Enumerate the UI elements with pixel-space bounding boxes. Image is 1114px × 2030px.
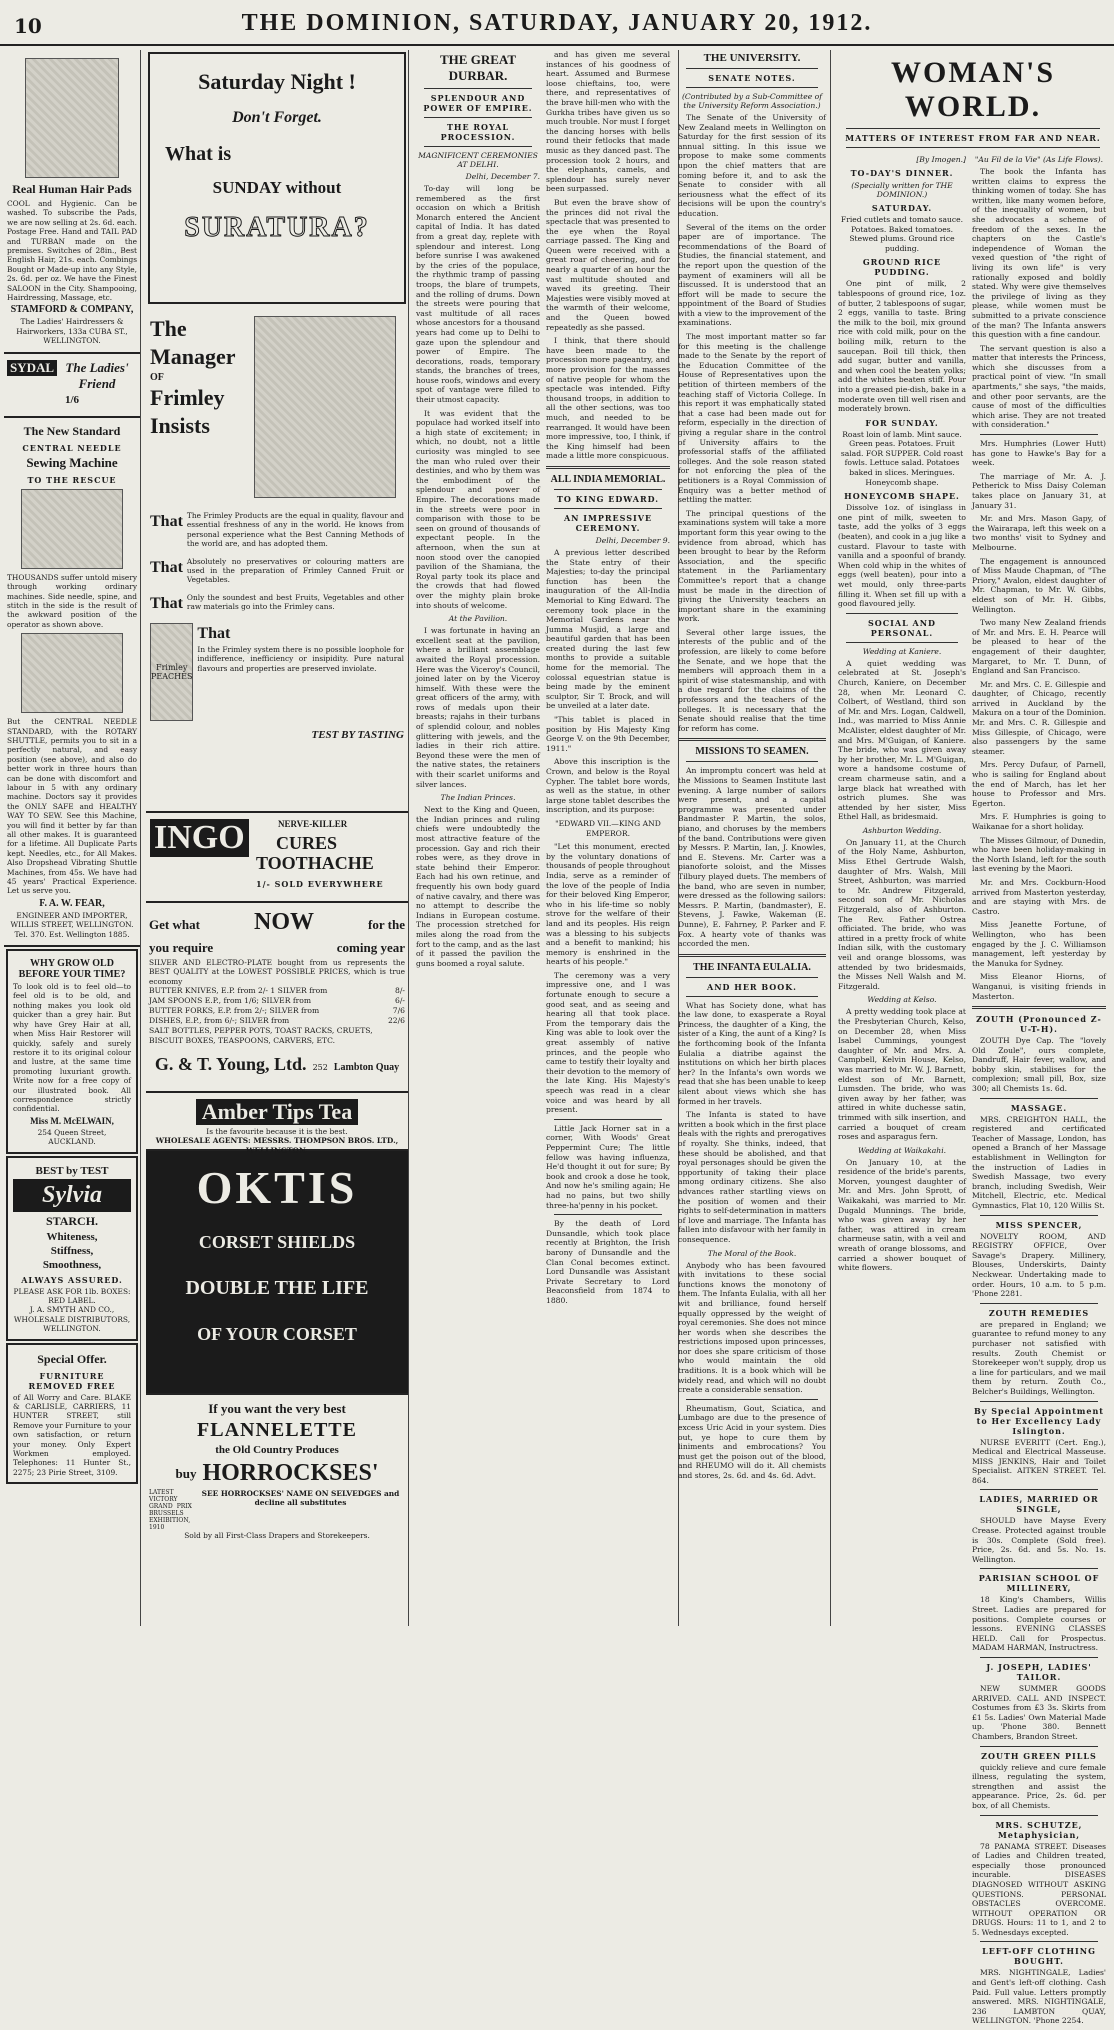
classified-ad-body: NEW SUMMER GOODS ARRIVED. CALL AND INSPECT. Costumes from £3 3s. Skirts from £1 5s. Ladies' Own Material Made up. 'Phone 380. Bennett Chambers, Brandon Street. — [972, 1684, 1106, 1741]
sewing-tag: TO THE RESCUE — [27, 474, 117, 485]
page-number: 10 — [14, 14, 42, 38]
frimley-head-3: OF — [150, 372, 164, 383]
eulalia-para: The Infanta is stated to have written a book which in the first place deals with the rights and prerogatives of royalty. She thinks, indeed, that these should be abolished, and that royal personages should be given the opportunity of taking their place among ordinary citizens. She also advances rather startling views on the position of women and their rights to self-determination in matters of love and marriage. The Infanta has fallen into disfavour with her family in consequence. — [678, 1110, 826, 1244]
memorial-para: Above this inscription is the Crown, and below is the Royal Cypher. The tablet bore words, as well as the statue, in other large stone tablet describes the inscription, and its purpose: — [546, 757, 670, 815]
classified-ad — [972, 1103, 1106, 1211]
sewing-firm: F. A. W. FEAR, — [39, 897, 105, 909]
memorial-para: The ceremony was a very impressive one, and I was fortunate enough to secure a good seat, and as seeing and hearing all that took place. From the temporary dais the King was able to look over the great assembly of native princes, and the people who came to testify their loyalty and their devotion to the memory of the late King. His Majesty's speech was read in a clear voice and was heard by all present. — [546, 970, 670, 1115]
waikakahi-head: Wedding at Waikakahi. — [857, 1145, 947, 1155]
column-2 — [146, 50, 409, 1626]
classified-ad-title: LEFT-OFF CLOTHING BOUGHT. — [982, 1946, 1096, 1967]
personal-item: Mr. and Mrs. Cockburn-Hood arrived from Masterton yesterday, and are staying with Mrs. de Castro. — [972, 877, 1106, 916]
classified-ad-title: MISS SPENCER, — [995, 1219, 1083, 1230]
amber-title: Amber Tips Tea — [196, 1099, 358, 1125]
grow-firm-sub: 254 Queen Street, AUCKLAND. — [37, 1127, 107, 1147]
sydal-ad — [4, 354, 140, 418]
woman-portrait-illustration — [25, 58, 119, 178]
young-coming-2: coming year — [336, 940, 405, 955]
university-para: The most important matter so far for this meeting is the challenge made to the Senate by the report of the Education Committee of the House of Representatives upon the petition of thirteen members of the teaching staff of Victoria College. In this report it was emphatically stated that a case had been made out for reform, especially in the direction of giving a regular share in the control of University affairs to the professorial staffs of the affiliated colleges. And the sole reason stated for not enforcing the plea of the petitioners is a Royal Commission of Enquiry was a better method of settling the matter. — [678, 332, 826, 505]
classified-ad — [972, 1014, 1106, 1094]
okts-line-2: DOUBLE THE LIFE — [185, 1277, 369, 1299]
young-now: NOW — [253, 909, 314, 935]
durbar-para: To-day will long be remembered as the first occasion on which a British Monarch entered the Ancient capital of India. It has dated from a great day, replete with splendour and interest. Long before sunrise I was awakened by the cries of the populace, the rhythmic tramp of passing troops, the blare of trumpets, and the rolling of drums. Down the streets were pouring that vast multitude of all races whose ancestors for a thousand years had come up to Delhi to gaze upon the splendour and power of Empire. The decorations, roads, temporary stands, the branches of trees, house roofs, windows and every spot of vantage were filled to their utmost capacity. — [416, 184, 540, 405]
sewing-body-2: But the CENTRAL NEEDLE STANDARD, with the ROTARY SHUTTLE, permits you to sit in a perfectly natural, and easy position (see above), and also do better work in three hours than can be done with discomfort and labour in 5 with any ordinary machine. Doctors say it provides the ONLY SAFE and HEALTHY WAY TO SEW. See this Machine, you will find it better by far than all other makes. It is guaranteed for a lifetime. All Duplicate Parts kept. Needles, etc., for All Makes. Also Dropshead Vibrating Shuttle Machines, from 45s. We have had 45 years' Practical Experience. Let us serve you. — [7, 717, 137, 896]
young-coming-1: for the — [368, 917, 405, 932]
classified-ad — [972, 1220, 1106, 1299]
sewing-title: The New Standard — [23, 423, 121, 438]
young-item — [149, 986, 405, 996]
frimley-claim-4: In the Frimley system there is no possible loophole for indifference, inefficiency or insipidity. Pure natural flavours and properties are preserved inviolate. — [197, 644, 404, 673]
okts-line-3: OF YOUR CORSET — [197, 1324, 357, 1344]
classified-ad-body: are prepared in England; we guarantee to refund money to any purchaser not satisfied with results. Zouth Chemist or Storekeeper won't supply, drop us a line for particulars, and we mail them by return. Zouth Co., Belcher's Buildings, Wellington. — [972, 1319, 1106, 1396]
young-addr: Lambton Quay — [333, 1062, 400, 1074]
okts-line-1: CORSET SHIELDS — [198, 1232, 356, 1252]
horrockses-ad — [146, 1395, 408, 1546]
frimley-that-4: That — [197, 624, 231, 642]
classified-ad-title: ZOUTH REMEDIES — [988, 1307, 1090, 1318]
frimley-claims — [150, 511, 404, 743]
grow-firm: Miss M. McELWAIN, — [30, 1115, 114, 1126]
sydal-brand: SYDAL — [7, 360, 57, 376]
durbar-pavilion: I was fortunate in having an excellent seat at the pavilion, where a brilliant assemblage awaited the Royal procession. Here was the Viceroy's Council, joined later on by the Viceroy himself. With these were the great officers of the army, with rows of medals upon their breasts; rajahs in their turbans of splendid colour, and nobles glittering with jewels, and the ladies in their rich attire. Beyond these were the men of the native states, the retainers with their scarlet uniforms and silver lances. — [416, 626, 540, 789]
university-title: THE UNIVERSITY. — [703, 52, 801, 64]
durbar-title: THE GREAT DURBAR. — [440, 52, 516, 83]
classified-ad — [972, 1946, 1106, 2026]
sewing-machine-ad — [4, 418, 140, 947]
kelso-text: A pretty wedding took place at the Presbyterian Church, Kelso, on December 28, when Miss Isabel Cummings, youngest daughter of Mr. and Mrs. A. Campbell, Kelvin House, Kelso, was married to Mr. W. J. Barnett, eldest son of Mr. Barnett, Lumsden. The bride, who was given away by her father, was attired in white duchesse satin, trimmed with silk insertion, and carried a bouquet of cream roses and asparagus fern. — [838, 1007, 966, 1142]
university-para: Several of the items on the order paper are of importance. The recommendations of the Board of Studies, the financial statement, and the report upon the question of the payment of examiners will all be discussed. It is understood that an effort will be made to secure the appointment of the Board of Studies with a view to the improvement of the examinations. — [678, 222, 826, 328]
sewing-body-1: THOUSANDS suffer untold misery through working ordinary machines. Side needle, spine, and stitch in the side is the result of the awkward position of the operator as shown above. — [7, 572, 137, 629]
manager-portrait-illustration — [254, 316, 396, 498]
sylvia-product: STARCH. — [45, 1213, 99, 1228]
young-item-name: JAM SPOONS E.P., from 1/6; SILVER from — [149, 996, 312, 1006]
masthead — [0, 0, 1114, 46]
classified-ad-title: MASSAGE. — [1010, 1102, 1068, 1113]
okts-brand: OKTIS — [196, 1162, 358, 1213]
durbar-para: and has given me several instances of his goodness of heart. Assumed and Burmese loose chieftains, too, were there, and representatives of the brave hill-men who with the Gurkha tribes have given us so much trouble. Nor must I forget the dancing horses with bells round their fetlocks that made music as they danced past. The procession took 2 hours, and the elephants, camels, and splendour has surely never been surpassed. — [546, 50, 670, 194]
durbar-continued — [546, 50, 670, 1626]
personal-item: The Misses Gilmour, of Dunedin, who have been holiday-making in the North Island, left for the south last evening by the Maori. — [972, 835, 1106, 874]
young-item — [149, 996, 405, 1006]
classified-ad-title: MRS. SCHUTZE, Metaphysician, — [995, 1819, 1083, 1840]
classified-ad-body: 78 PANAMA STREET. Diseases of Ladies and Children treated, especially those pronounced incurable. DISEASES DIAGNOSED WITHOUT ASKING QUESTIONS. PERSONAL OBSTACLES OVERCOME. WITHOUT OPERATION OR DRUGS. Hours: 11 to 1, and 2 to 5. Wednesdays excepted. — [972, 1841, 1106, 1937]
horrockses-buy: buy — [175, 1465, 197, 1481]
sewing-subtitle: CENTRAL NEEDLE — [22, 442, 122, 453]
rheumo-ad: Rheumatism, Gout, Sciatica, and Lumbago are due to the presence of excess Uric Acid in your system. Dies out, ye hope to cure them by liniments and embrocations? You must get the poison out of the blood, and RHEUMO will do it. All chemists and stores, 2s. 6d. and 4s. 6d. Advt. — [678, 1403, 826, 1480]
personal-item: Miss Eleanor Hiorns, of Wanganui, is visiting friends in Masterton. — [972, 972, 1106, 1001]
sylvia-always: ALWAYS ASSURED. — [21, 1274, 123, 1285]
seamen-para: An impromptu concert was held at the Missions to Seamen Institute last evening. A large number of sailors were present, and a capital programme was presented under Bandmaster P. Martin, the solos, piano, and choruses by the members of the band. Contributions were given by Messrs. P. Martin, Ian, J. Knowles, and E. Stevens. Mr. Carter was a pianoforte soloist, and the Misses Tilbury played duets. The members of the band, who are seven in number, were dressed as the following sailors: Messrs. P. Martin, (bandmaster), E. Stevens, J. Fawke, Wakeman (E. Dunne), E. Fahrney, P. Parker and F. Fox. A hearty vote of thanks was accorded the men. — [678, 766, 826, 949]
waikakahi-text: On January 10, at the residence of the bride's parents, Morven, youngest daughter of Mr. and Mrs. John Sprott, of Waikakahi, was married to Mr. Dugald Munnings. The bride, who was given away by her father, was attired in cream charmeuse satin, with a veil and wreath of orange blossoms, and carried a shower bouquet of white flowers. — [838, 1157, 966, 1273]
eulalia-moral-head: The Moral of the Book. — [707, 1248, 797, 1258]
column-1 — [4, 50, 141, 1626]
young-you: you require — [149, 940, 214, 955]
young-item-name: DISHES, E.P., from 6/-; SILVER from — [149, 1016, 290, 1026]
saturday-forget: Don't Forget. — [232, 109, 322, 126]
classified-ad — [972, 1494, 1106, 1564]
frimley-that-1: That — [150, 513, 183, 530]
durbar-sub: SPLENDOUR AND POWER OF EMPIRE. — [423, 93, 533, 113]
classified-ad-body: MRS. NIGHTINGALE, Ladies' and Gent's left-off clothing. Cash Paid. Full value. Letters promptly answered. MRS. NIGHTINGALE, 236 LAMBTON QUAY, WELLINGTON. 'Phone 2254. — [972, 1968, 1106, 2026]
kaniere-text: A quiet wedding was celebrated at St. Joseph's Church, Kaniere, on December 28, when Mr. Leonard C. Colbert, of Westland, third son of Mr. and Mrs. Logan, Caldwell, Ind., was married to Miss Annie McAlister, eldest daughter of Mr. and Mrs. M'Guigan, of Kaniere. The bride, who was given away by her brother, Mr. L. M'Guigan, wore a handsome costume of cream charmeuse satin, and a large black hat wreathed with ostrich plumes. She was attended by her sister, Miss Ethel Hall, as bridesmaid. — [838, 658, 966, 822]
personal-item: Mr. and Mrs. C. E. Gillespie and daughter, of Chicago, recently arrived in Auckland by the Makura on a tour of the Dominion. Mr. and Mrs. C. R. Gillespie and Miss Gillespie, of Chicago, were also passengers by the same steamer. — [972, 679, 1106, 756]
university-para: The principal questions of the examinations system will take a more important form this year owing to the evidence from abroad, which has been brought to bear by the Reform Association, and the specific statement in the Parliamentary Committee's report that a change must be made in the direction of giving the University teachers an important share in the examining work. — [678, 508, 826, 624]
durbar-section-2: MAGNIFICENT CEREMONIES AT DELHI. — [418, 151, 538, 169]
memorial-para: By the death of Lord Dunsandle, which took place recently at Brighton, the Irish barony of Dunsandle and the Clan Conal becomes extinct. Lord Dunsandle was Assistant Private Secretary to Lord Beaconsfield from 1874 to 1880. — [546, 1219, 670, 1305]
frimley-claim-1: The Frimley Products are the equal in quality, flavour and essential freshness of any in the world. He knows from personal experience what the Best Canning Methods of the world are, and has adopted them. — [186, 511, 404, 549]
classified-ad-body: MRS. CREIGHTON HALL, the registered and certificated Teacher of Massage, London, has opened a Branch of her Massage establishment in Wellington for the instruction of Ladies in Swedish Massage, two every branch, including Swedish, Weir Mitchell, Electric, etc. Medical Gymnastics, Flat 10, 120 Willis St. — [972, 1114, 1106, 1210]
frimley-claim-2: Absolutely no preservatives or colouring matters are used in the preparation of Frimley Canned Fruit or Vegetables. — [186, 556, 404, 585]
grow-title: WHY GROW OLD BEFORE YOUR TIME? — [18, 958, 126, 981]
horrockses-want: If you want the very best — [208, 1401, 346, 1416]
young-addr-no: 252 — [312, 1063, 328, 1073]
offer-body: of All Worry and Care. BLAKE & CARLISLE, CARRIERS, 11 HUNTER STREET, still Remove your Furniture to your own satisfaction, or return your money. Only Expert Workmen employed. Telephones: 11 Hunter St., 2275; 23 Pirie Street, 3109. — [13, 1392, 131, 1477]
seamen-title: MISSIONS TO SEAMEN. — [695, 746, 809, 758]
saturday-menu-head: SATURDAY. — [871, 203, 933, 213]
eulalia-moral: Anybody who has been favoured with invitations to these social functions knows the monotony of them. The Infanta Eulalia, with all her wit and brilliance, found herself equally oppressed by the weight of royal ceremonies. She does not mince her words when she describes the restrictions imposed upon princesses, nor does she spare criticism of those who would maintain the old traditions. It is a book which will be widely read, and which will no doubt create a considerable sensation. — [678, 1260, 826, 1395]
offer-title: Special Offer. — [37, 1351, 107, 1366]
women-left — [838, 152, 966, 2030]
personal-item: Mrs. F. Humphries is going to Waikanae for a short holiday. — [972, 812, 1106, 831]
memorial-dateline: Delhi, December 9. — [595, 535, 670, 545]
hairpads-firm: STAMFORD & COMPANY, — [10, 304, 134, 316]
sewing-title-2: Sewing Machine — [26, 454, 118, 470]
young-item-price: 7/6 — [392, 1006, 405, 1016]
memorial-title: ALL INDIA MEMORIAL. — [550, 473, 666, 485]
durbar-dateline: Delhi, December 7. — [465, 172, 540, 181]
sylvia-ask: PLEASE ASK FOR 1lb. BOXES: RED LABEL. — [13, 1286, 131, 1305]
horrockses-see: SEE HORROCKSES' NAME ON SELVEDGES and decline all substitutes — [201, 1489, 400, 1508]
ingo-toothache: TOOTHACHE — [256, 853, 374, 873]
column-4 — [674, 50, 831, 1626]
horrockses-sold: Sold by all First-Class Drapers and Storekeepers. — [184, 1531, 370, 1540]
classified-ad-body: NURSE EVERITT (Cert. Eng.), Medical and Electrical Masseuse. MISS JENKINS, Hair and Toilet Specialist. AITKEN STREET. Tel. 864. — [972, 1437, 1106, 1485]
sunday-menu: Roast loin of lamb. Mint sauce. Green peas. Potatoes. Fruit salad. FOR SUPPER. Cold roast fowls. Lettuce salad. Potatoes baked in slices. Meringues. Honeycomb shape. — [840, 429, 964, 487]
sylvia-quality-2: Stiffness, — [50, 1244, 94, 1257]
sydal-price: 1/6 — [64, 393, 80, 406]
grow-body: To look old is to feel old—to feel old is to be old, and nothing makes you look old quicker than a grey hair. But why have Grey Hair at all, when Miss Hair Restorer will quickly, safely and surely restore it to its original colour and lustre, at the same time promoting luxuriant growth. Write now for a free copy of our illustrated book. All correspondence strictly confidential. — [13, 982, 131, 1114]
woman-seated-illustration — [21, 633, 123, 713]
amber-tips-ad — [146, 1093, 408, 1155]
classified-ad — [972, 1573, 1106, 1653]
offer-sub: FURNITURE REMOVED FREE — [28, 1370, 116, 1391]
ingo-brand: INGO — [150, 819, 249, 857]
hairpads-firm-sub: The Ladies' Hairdressers & Hairworkers, 133a CUBA ST., WELLINGTON. — [16, 317, 128, 346]
durbar-section: THE ROYAL PROCESSION. — [440, 122, 516, 142]
university-sub: SENATE NOTES. — [708, 73, 796, 83]
pudding-recipe: One pint of milk, 2 tablespoons of ground rice, 1oz. of butter, 2 tablespoons of sugar, 2 eggs, vanilla to taste. Bring the milk to the boil, mix ground rice with cold milk, pour on the boiling milk, return to the saucepan. Boil till thick, then add sugar, butter and vanilla, and when cool the beaten yolks; add the whites beaten stiff. Pour into a greased pie-dish, bake in a moderate oven till well risen and moderately brown. — [838, 279, 966, 414]
hairpads-title: Real Human Hair Pads — [12, 182, 132, 196]
dinner-sub: (Specially written for THE DOMINION.) — [851, 181, 953, 199]
memorial-para: Little Jack Horner sat in a corner, With Woods' Great Peppermint Cure; The little fellow was having influenza, He'd thought it out for sure; By book and crook a dose he took, And now he's smiling again; He had no pains, but two shilly three-ha'penny in his pocket. — [546, 1123, 670, 1210]
young-item-name: BISCUIT BOXES, TEASPOONS, CARVERS, ETC. — [149, 1036, 336, 1046]
classified-ad-title: LADIES, MARRIED OR SINGLE, — [979, 1494, 1099, 1515]
personal-item: The engagement is announced of Miss Maude Chapman, of "The Priory," Avalon, eldest daughter of Mr. Chapman, to Mr. W. Gibbs, eldest son of Mr. H. Gibbs, Wellington. — [972, 556, 1106, 614]
frimley-that-3: That — [150, 594, 183, 612]
sylvia-quality-3: Smoothness, — [42, 1258, 102, 1271]
kelso-head: Wedding at Kelso. — [867, 995, 937, 1005]
saturday-night-ad — [148, 52, 406, 304]
column-5 — [834, 50, 1112, 2026]
sylvia-quality-1: Whiteness, — [46, 1230, 98, 1243]
young-item — [149, 1016, 405, 1026]
pudding-head: GROUND RICE PUDDING. — [862, 257, 942, 278]
personal-item: Mr. and Mrs. Mason Gapy, of the Wairarapa, left this week on a two months' visit to Sydney and Melbourne. — [972, 514, 1106, 552]
memorial-para: "This tablet is placed in position by His Majesty King George V. on the 9th December, 1911." — [546, 715, 670, 753]
sylvia-firm: J. A. SMYTH AND CO., WHOLESALE DISTRIBUTORS, WELLINGTON. — [13, 1305, 131, 1334]
personal-item: Mrs. Percy Dufaur, of Parnell, who is sailing for England about the end of March, has let her house to Professor and Mrs. Egerton. — [972, 760, 1106, 808]
durbar-pavilion-head: At the Pavilion. — [448, 614, 508, 624]
honeycomb-head: HONEYCOMB SHAPE. — [844, 491, 960, 502]
sylvia-ad — [6, 1156, 138, 1341]
saturday-what: What is — [165, 143, 232, 165]
university-credit: (Contributed by a Sub-Committee of the University Reform Association.) — [681, 92, 823, 110]
classified-ad-body: NOVELTY ROOM, AND REGISTRY OFFICE, Over Savage's Drapery. Millinery, Blouses, Underskirts, Dainty Neckwear. Undertaking made to order. Hours, 10 a.m. to 5 p.m. 'Phone 2281. — [972, 1231, 1106, 1299]
women-title: WOMAN'S WORLD. — [891, 56, 1055, 123]
young-item-name: BUTTER KNIVES, E.P. from 2/- 1 SILVER from — [149, 986, 328, 996]
memorial-para: "EDWARD VII.—KING AND EMPEROR. — [555, 818, 661, 838]
young-item-price: 6/- — [395, 996, 405, 1006]
paper-line: THE DOMINION, SATURDAY, JANUARY 20, 1912. — [241, 10, 873, 36]
special-offer-ad — [6, 1343, 138, 1485]
sydal-sub: The Ladies' Friend — [65, 359, 129, 391]
personal-item: Miss Jeanette Fortune, of Wellington, who has been engaged by the J. C. Williamson management, left yesterday by the Manuka for Sydney. — [972, 920, 1106, 968]
young-item-name: BUTTER FORKS, E.P. from 2/-; SILVER from — [149, 1006, 320, 1016]
social-head: SOCIAL AND PERSONAL. — [868, 617, 936, 638]
young-intro: SILVER AND ELECTRO-PLATE bought from us represents the BEST QUALITY at the LOWEST POSSIBLE PRICES, which is true economy — [149, 958, 405, 986]
horrockses-flannel: FLANNELETTE — [197, 1419, 357, 1441]
sewing-firm-sub: ENGINEER AND IMPORTER, WILLIS STREET, WELLINGTON. Tel. 370. Est. Wellington 1885. — [10, 910, 134, 939]
classified-ad — [972, 1820, 1106, 1938]
woman-at-machine-illustration — [21, 489, 123, 569]
ashburton-text: On January 11, at the Church of the Holy Name, Ashburton, Miss Ethel Gertrude Walsh, daughter of Mrs. Walsh, Mill Street, Ashburton, was married to Mr. Andrew Fitzgerald, second son of Mr. Nicholas Fitzgerald, also of Ashburton. The Rev. Father Ostrea officiated. The bride, who was attired in a pretty frock of white Indian silk, with the customary veil and orange blossoms, was attended by two bridesmaids, the Misses Nell Walsh and M. Fitzgerald. — [838, 837, 966, 991]
column-3 — [412, 50, 679, 1626]
grow-old-ad — [6, 949, 138, 1154]
young-firm: G. & T. Young, Ltd. — [154, 1054, 307, 1075]
women-right — [972, 152, 1106, 2030]
saturday-title: Saturday Night ! — [198, 69, 356, 94]
classified-ad — [972, 1308, 1106, 1397]
frimley-tag: TEST BY TASTING — [311, 728, 404, 741]
young-item — [149, 1006, 405, 1016]
young-item — [149, 1026, 405, 1036]
classified-ad-title: PARISIAN SCHOOL OF MILLINERY, — [978, 1573, 1100, 1594]
frimley-head-5: Insists — [150, 413, 210, 438]
sunday-menu-head: FOR SUNDAY. — [865, 417, 939, 428]
women-right-para: The servant question is also a matter that interests the Princess, which she discusses from a practical point of view. "In small apartments," she says, "the maids, and other poor servants, are the cause of most of the difficulties which arise. They are not treated with consideration." — [972, 343, 1106, 430]
personal-item: The marriage of Mr. A. J. Petherick to Miss Daisy Coleman takes place on January 31, at January 31. — [972, 471, 1106, 510]
sylvia-brand: Sylvia — [13, 1179, 131, 1212]
sylvia-title: BEST by TEST — [35, 1164, 109, 1177]
memorial-section: AN IMPRESSIVE CEREMONY. — [563, 512, 653, 533]
ingo-ad — [146, 813, 408, 903]
dinner-title: TO-DAY'S DINNER. — [850, 168, 954, 178]
young-get: Get what — [149, 917, 200, 932]
classified-ad-title: ZOUTH (Pronounced Z-U-T-H). — [976, 1014, 1102, 1035]
university-para: The Senate of the University of New Zealand meets in Wellington on Saturday for the first session of its annual sitting. In this issue we propose to make some comments upon the chief matters that are coming before it, and to ask the Senate to consider with all seriousness what the effect of its decisions will be upon the country's education. — [678, 113, 826, 218]
horrockses-victory: LATEST VICTORY GRAND PRIX BRUSSELS EXHIBITION, 1910 — [149, 1489, 192, 1531]
ingo-cures: CURES — [276, 833, 338, 853]
amber-sub: Is the favourite because it is the best. — [206, 1127, 348, 1136]
classified-ad-body: ZOUTH Dye Cap. The "lovely Old Zoule", ours complete, Dandruff, Hair fever, wallow, and bobby skin, stabilises for the complexion; small pill, Box, size 300; all Chemists 1s. 6d. — [972, 1036, 1106, 1094]
classified-ad-title: By Special Appointment to Her Excellency Lady Islington. — [974, 1405, 1104, 1436]
durbar-article — [416, 50, 540, 1626]
honeycomb-recipe: Dissolve 1oz. of isinglass in one pint of milk, sweeten to taste, add the yolks of 3 eggs (beaten), and cook in a jug like a custard. Flavour to taste with vanilla and a spoonful of brandy. When cold whip in the whites of eggs (well beaten), pour into a wet mould, only three-parts filling it. When set fill up with a good flavoured jelly. — [838, 503, 966, 609]
frimley-can-label: Frimley PEACHES — [150, 623, 193, 721]
women-right-head: "Au Fil de la Vie" (As Life Flows). — [974, 155, 1104, 164]
frimley-that-2: That — [150, 558, 183, 576]
memorial-para: A previous letter described the State entry of their Majesties; to-day the principal function has been the inauguration of the All-India Memorial to King Edward. The ceremony took place in the Memorial Gardens near the Jumma Musjid, a large and beautiful garden that has been created during the last few months to provide a suitable home for the memorial. The colossal equestrian statue is being made by the eminent sculptor, Sir T. Brock, and will be unveiled at a later date. — [546, 547, 670, 711]
frimley-head-4: Frimley — [150, 385, 225, 410]
classified-ad — [972, 1662, 1106, 1742]
young-item-name: SALT BOTTLES, PEPPER POTS, TOAST RACKS, CRUETS, — [149, 1026, 373, 1036]
women-right-para: The book the Infanta has written claims to express the thinking women of today. She has written, like many women before, of the inequality of women, but she advocates a scheme of freedom of the sexes. In the chapters on the Castle's independence of Woman the vexed question of "the right of living its own life" is very rationally exposed and boldly stated. Why were give themselves the privilege of living as they please, while women must be submitted to a private conscience of the man? The Infanta answers this question with a fine candour. — [972, 167, 1106, 340]
eulalia-title: THE INFANTA EULALIA. — [693, 961, 811, 973]
frimley-head-1: The — [150, 316, 187, 341]
young-silver-ad — [146, 903, 408, 1093]
classified-ad — [972, 1751, 1106, 1811]
eulalia-sub: AND HER BOOK. — [707, 981, 797, 992]
classified-ad-title: J. JOSEPH, LADIES' TAILOR. — [986, 1662, 1092, 1682]
classified-ad-title: ZOUTH GREEN PILLS — [981, 1750, 1097, 1761]
saturday-sunday: SUNDAY without — [212, 178, 342, 197]
durbar-para: It was evident that the populace had worked itself into a high state of excitement; in which, no doubt, not a little curiosity was mingled to see the man who ruled over their destinies, and who by them was the embodiment of the splendour and power of Empire. The decorations made in the streets were poor in comparison with those to be seen on ground of thousands of expectant people. In the afternoon, when the sun at noon stood over the canopied pavilion of the Shamiana, the Royal party took its place and the crowds that had flowed over the mighty plain broke into shouts of welcome. — [416, 408, 540, 610]
women-byline: [By Imogen.] — [916, 155, 966, 164]
durbar-princes-head: The Indian Princes. — [440, 793, 516, 803]
classified-ad-body: 18 King's Chambers, Willis Street. Ladies are prepared for positions. Complete courses or lessons. EVENING CLASSES HELD. Call for Prospectus. MADAM HARMAN, Instructress. — [972, 1595, 1106, 1653]
classified-ad-body: quickly relieve and cure female illness, regulating the system, strengthen and assist the appearance. Price, 2s. 6d. per box, of all Chemists. — [972, 1762, 1106, 1810]
saturday-brand: SURATURA? — [184, 212, 370, 243]
frimley-claim-3: Only the soundest and best Fruits, Vegetables and other raw materials go into the Frimley cans. — [186, 592, 404, 612]
ashburton-head: Ashburton Wedding. — [862, 825, 942, 835]
ingo-nerve: NERVE-KILLER — [278, 819, 348, 829]
young-item-price: 8/- — [395, 986, 405, 996]
university-para: Several other large issues, the interests of the public and of the profession, are likely to come before the Senate, and we hope that the members will approach them in a spirit of wise statesmanship, and with a due regard for the claims of the professors and the teachers of the colleges. It is necessary that the Senate should realise that the time for reform has come. — [678, 627, 826, 733]
horrockses-produces: the Old Country Produces — [215, 1444, 339, 1456]
personal-item: Mrs. Humphries (Lower Hutt) has gone to Hawke's Bay for a week. — [972, 439, 1106, 468]
frimley-head-2: Manager — [150, 344, 236, 369]
hairpads-body: COOL and Hygienic. Can be washed. To subscribe the Pads, we are now selling at 2s. 6d. each. Postage Free. Hand and TAIL PAD and TURBAN made on the premises. Switches of 28in., Best English Hair, 21s. each. Combings Bought or Made-up into any Style, 2s. 6d. per oz. We have the Finest SALOON in the City. Shampooing, Hairdressing, Massage, etc. — [7, 199, 137, 303]
durbar-para: But even the brave show of the princes did not rival the spectacle that was presented to the eye when the Royal carriage passed. The King and Queen were received with a great roar of cheering, and for nearly a quarter of an hour the vast multitude shouted and waved its greeting. Their Majesties were visibly moved at the warmth of their welcome, and the Queen bowed repeatedly as she passed. — [546, 197, 670, 332]
ingo-price: 1/- SOLD EVERYWHERE — [256, 879, 384, 889]
saturday-menu: Fried cutlets and tomato sauce. Potatoes. Baked tomatoes. Stewed plums. Ground rice pudding. — [840, 215, 964, 253]
kaniere-head: Wedding at Kaniere. — [862, 646, 942, 656]
young-item — [149, 1036, 405, 1046]
women-sub: MATTERS OF INTEREST FROM FAR AND NEAR. — [845, 133, 1101, 143]
frimley-heading — [150, 314, 250, 441]
hairpads-ad — [4, 50, 140, 354]
memorial-para: "Let this monument, erected by the voluntary donations of thousands of people throughout India, serve as a reminder of the love of the people of India for their beloved King Emperor, who in his life-time so nobly strove for the welfare of their land and its peoples. His reign was a blessing to his subjects and a benefit to mankind; his memory is enshrined in the hearts of his people." — [546, 842, 670, 967]
personal-item: Two many New Zealand friends of Mr. and Mrs. E. H. Pearce will be pleased to hear of the engagement of their daughter, Margaret, to Mr. T. Dunn, of England and San Francisco. — [972, 618, 1106, 676]
memorial-sub: TO KING EDWARD. — [556, 493, 660, 504]
classified-ad — [972, 1406, 1106, 1486]
classified-ad-body: SHOULD have Mayse Every Crease. Protected against trouble is 30s. Complete (Sold free). Price, 2s. 6d. and 5s. No. 1s. Wellington. — [972, 1516, 1106, 1564]
horrockses-brand: HORROCKSES' — [202, 1460, 379, 1486]
amber-agents: WHOLESALE AGENTS: MESSRS. THOMPSON BROS. LTD., WELLINGTON. — [155, 1136, 399, 1155]
eulalia-para: What has Society done, what has the law done, to exasperate a Royal Princess, the daughter of a King, the sister of a King, the aunt of a King? Is the forthcoming book of the Infanta Eulalia a diatribe against the institutions on which her birth places her? In the Infanta's own words we read that she has been unable to keep silent about views which she has formed in her travels. — [678, 1000, 826, 1106]
durbar-para: I think, that there should have been made to the procession more pageantry, and more provision for the masses of native people for whom the spectacle was intended. Fifty thousand troops, in addition to all the other sections, was too much, and needed to be rearranged. It would have been more impressive, too, I think, if the King himself had been made a little more conspicuous. — [546, 336, 670, 461]
frimley-ad — [146, 306, 408, 813]
durbar-princes: Next to the King and Queen, the Indian princes and ruling chiefs were undoubtedly the most attractive feature of the procession. Gay and rich their robes were, as they drove in state behind their Emperor. Each had his own retinue, and frequently his own body guard of native cavalry, and there was no attempt to describe the Indians in European costume. The procession stretched for miles along the road from the fort to the camp, and as the last of it passed the pavilion the guns boomed a royal salute. — [416, 805, 540, 968]
young-item-price: 22/6 — [387, 1016, 405, 1026]
okts-ad — [146, 1151, 408, 1395]
